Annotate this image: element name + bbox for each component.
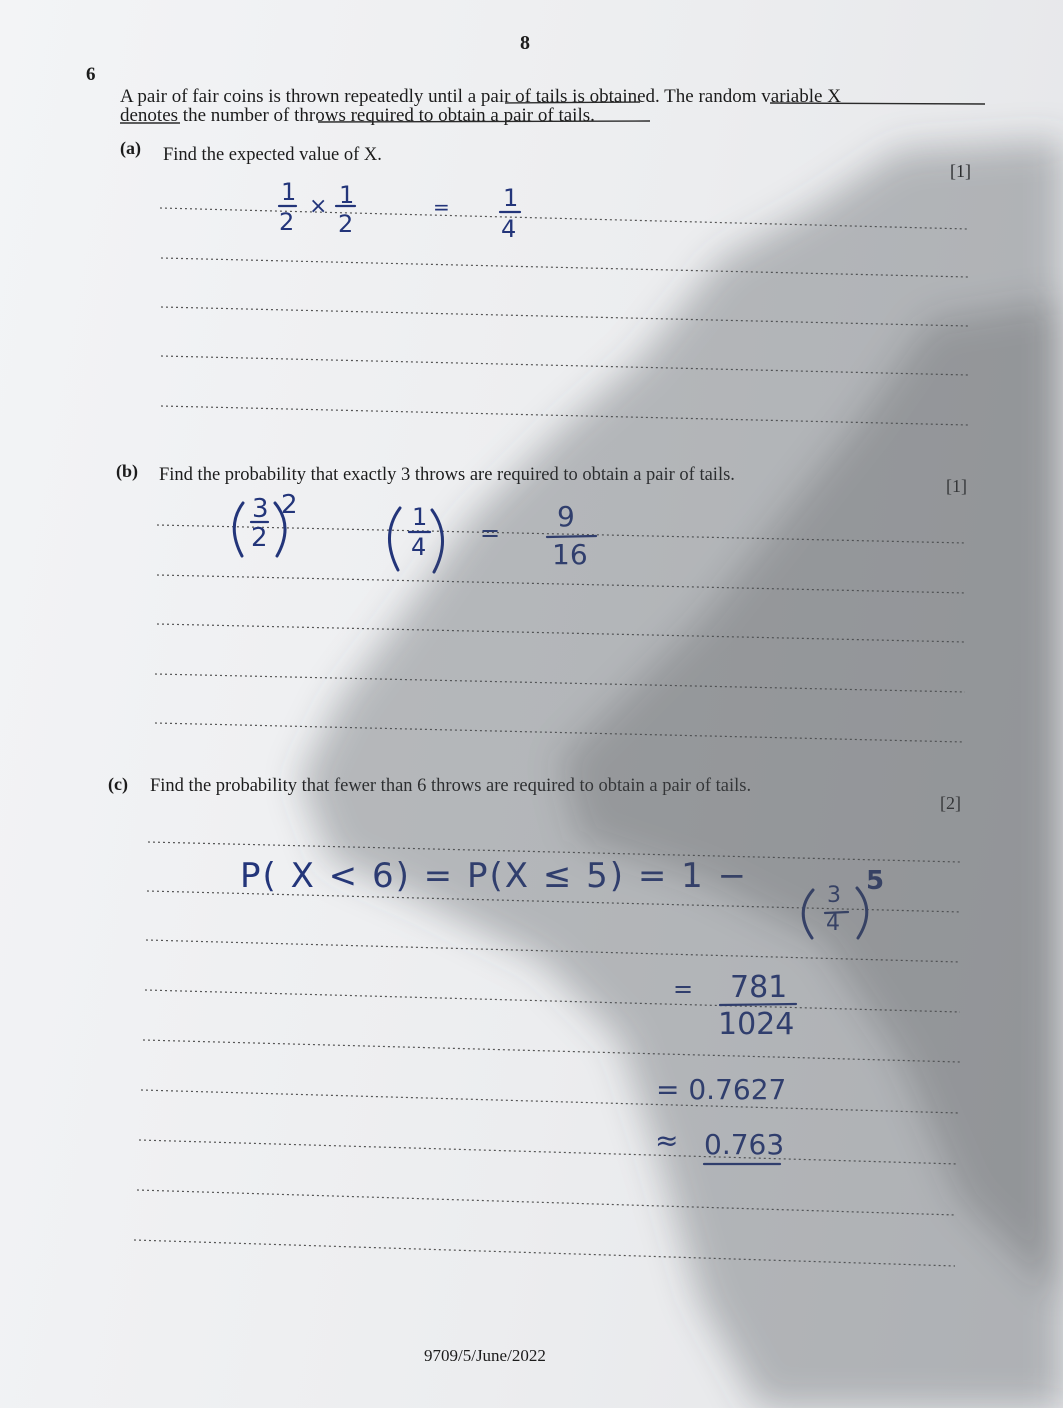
part-a-label: (a) bbox=[120, 138, 141, 158]
paper-code-footer: 9709/5/June/2022 bbox=[424, 1346, 546, 1365]
hw-a-den2: 2 bbox=[338, 210, 354, 238]
bracket bbox=[234, 503, 243, 556]
hw-c-decimal: = 0.7627 bbox=[656, 1073, 787, 1106]
handwritten-underline bbox=[505, 102, 640, 103]
fraction-bar bbox=[547, 536, 596, 537]
hw-c-exponent: 5 bbox=[866, 866, 885, 896]
hw-b-num2: 1 bbox=[412, 503, 428, 531]
hw-b-den2: 4 bbox=[411, 533, 427, 561]
part-c-label: (c) bbox=[108, 774, 128, 794]
hw-b-equals: = bbox=[480, 519, 501, 547]
answer-line bbox=[145, 990, 960, 1012]
part-b-question: Find the probability that exactly 3 throws are required to obtain a pair of tails. bbox=[159, 465, 735, 485]
answer-line bbox=[157, 575, 966, 593]
part-b-label: (b) bbox=[116, 461, 138, 481]
handwritten-underline bbox=[770, 103, 985, 104]
bracket bbox=[389, 508, 400, 570]
answer-line bbox=[146, 940, 960, 962]
answer-line bbox=[161, 258, 968, 277]
part-a-question: Find the expected value of X. bbox=[163, 145, 382, 165]
hw-a-num1: 1 bbox=[281, 178, 297, 206]
answer-line bbox=[155, 674, 965, 692]
bracket bbox=[432, 510, 443, 572]
answer-line bbox=[161, 406, 968, 425]
question-stem-line-1: A pair of fair coins is thrown repeatedly until a pair of tails is obtained. The random variable X bbox=[120, 86, 841, 107]
part-c-marks: [2] bbox=[940, 793, 961, 813]
hw-b-num3: 9 bbox=[557, 500, 575, 533]
hw-c-equals: = bbox=[673, 975, 694, 1003]
hw-a-times: × bbox=[309, 194, 328, 219]
hw-a-den1: 2 bbox=[279, 208, 295, 236]
answer-line bbox=[134, 1240, 955, 1266]
answer-line bbox=[157, 624, 965, 642]
hw-c-denominator: 1024 bbox=[718, 1007, 795, 1042]
answer-line bbox=[161, 356, 968, 375]
part-b-marks: [1] bbox=[946, 476, 967, 496]
answer-line bbox=[143, 1040, 960, 1062]
answer-line bbox=[137, 1190, 956, 1215]
answer-line bbox=[141, 1090, 959, 1113]
hw-c-numerator: 781 bbox=[730, 970, 788, 1005]
page-number: 8 bbox=[520, 32, 530, 54]
answer-line bbox=[161, 307, 968, 326]
question-stem-line-2: denotes the number of throws required to obtain a pair of tails. bbox=[120, 105, 595, 126]
hw-a-equals: = bbox=[433, 195, 450, 219]
hw-b-den3: 16 bbox=[552, 538, 588, 571]
hw-c-line1: P( X < 6) = P(X ≤ 5) = 1 − bbox=[240, 856, 749, 896]
bracket bbox=[803, 890, 813, 938]
hw-b-num1: 3 bbox=[252, 494, 269, 524]
part-a-marks: [1] bbox=[950, 161, 971, 181]
answer-line bbox=[139, 1140, 958, 1164]
part-c-question: Find the probability that fewer than 6 throws are required to obtain a pair of tails. bbox=[150, 776, 752, 796]
hw-b-den1: 2 bbox=[251, 523, 268, 553]
hw-c-frac-den: 4 bbox=[826, 911, 840, 936]
hw-a-den3: 4 bbox=[501, 215, 517, 243]
hw-a-num3: 1 bbox=[503, 184, 519, 212]
hw-c-approx-sign: ≈ bbox=[655, 1124, 679, 1157]
question-number: 6 bbox=[86, 64, 96, 85]
hw-c-final-answer: 0.763 bbox=[704, 1128, 785, 1161]
handwritten-underline bbox=[318, 121, 650, 122]
answer-line bbox=[155, 723, 964, 742]
hw-a-num2: 1 bbox=[339, 181, 355, 209]
hw-c-frac-num: 3 bbox=[827, 883, 841, 908]
hw-b-exponent: 2 bbox=[281, 490, 298, 520]
